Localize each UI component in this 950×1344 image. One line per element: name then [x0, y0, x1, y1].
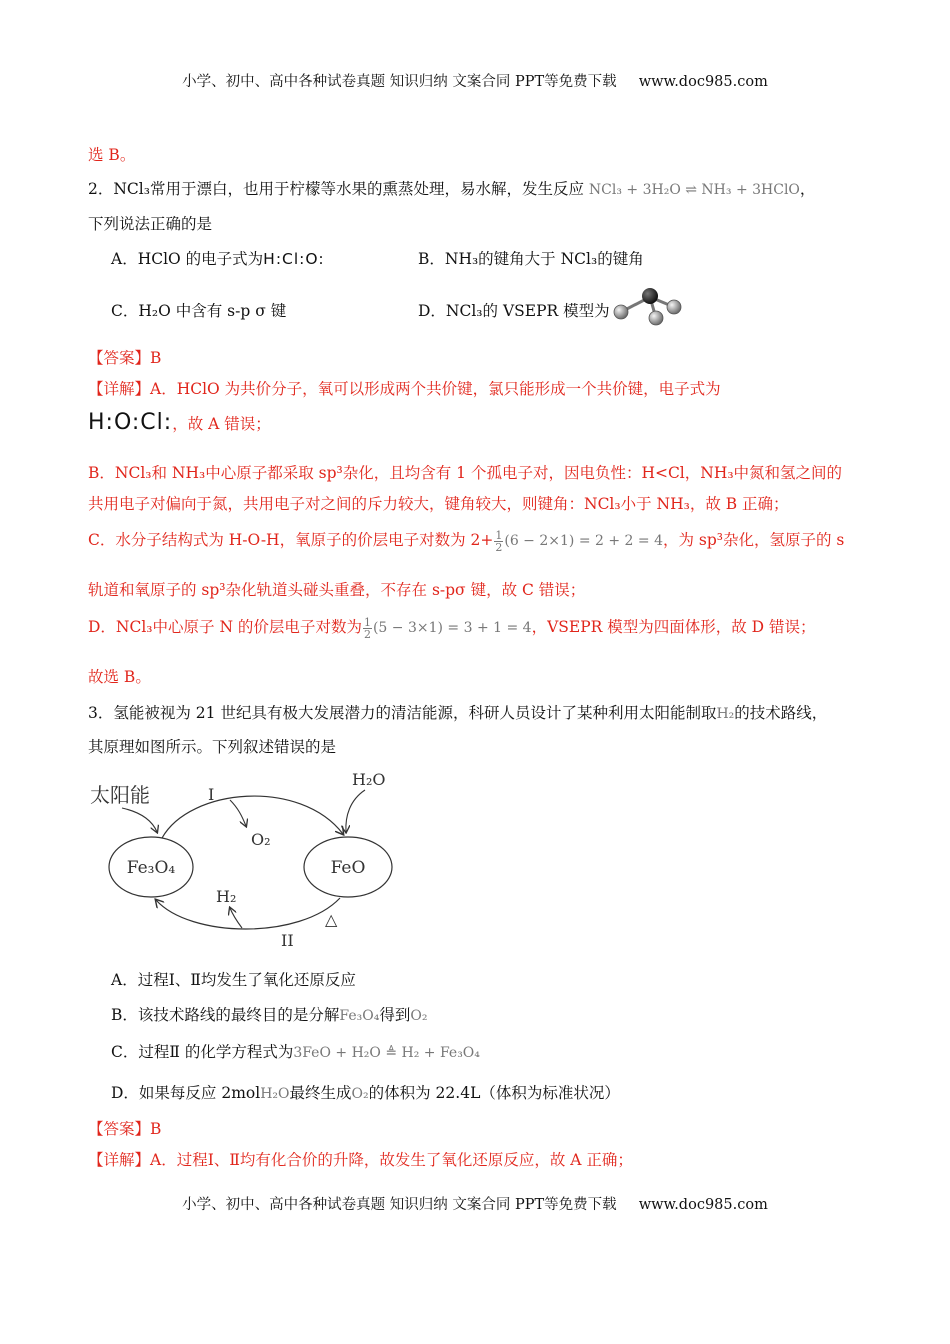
q2-detail-d	[88, 615, 816, 640]
q2-stem-line2: 下列说法正确的是	[88, 215, 213, 233]
q2-detail-a1-text: A．HClO 为共价分子，氧可以形成两个共价键，氯只能形成一个共价键，电子式为	[150, 380, 721, 398]
vsepr-model-image	[608, 285, 688, 327]
prev-conclusion: 选 B。	[88, 146, 136, 164]
q3-option-b-head: B．该技术路线的最终目的是分解	[111, 1006, 340, 1024]
q3-detail-a	[88, 1148, 633, 1170]
q3-detail-a-text: A．过程Ⅰ、Ⅱ均有化合价的升降，故发生了氧化还原反应，故 A 正确；	[150, 1151, 633, 1169]
header-url: www.doc985.com	[638, 74, 768, 90]
q2-stem-line1	[88, 177, 815, 199]
q3-option-b-mid: 得到	[379, 1006, 411, 1024]
q2-detail-c1-frac: $\frac{1}{2}$	[495, 528, 503, 554]
label-process-2: II	[281, 931, 294, 950]
q2-detail-b2: 共用电子对偏向于氮，共用电子对之间的斥力较大，键角较大，则键角：NCl₃小于 NH₃，故 B 正确；	[88, 495, 789, 513]
q2-option-d-text: D．NCl₃的 VSEPR 模型为	[418, 302, 610, 320]
q3-stem-line1	[88, 701, 827, 723]
q2-detail-d-frac: $\frac{1}{2}$	[363, 615, 371, 641]
q2-detail-a2-tail: ，故 A 错误；	[172, 415, 271, 433]
q2-detail-d-formula: (5 − 3×1) = 3 + 1 = 4	[372, 620, 532, 636]
q3-stem-line2: 其原理如图所示。下列叙述错误的是	[88, 738, 337, 756]
atom-cl-3	[667, 300, 681, 314]
atom-cl-2	[649, 311, 663, 325]
atom-cl-1	[614, 305, 628, 319]
footer-text: 小学、初中、高中各种试卷真题 知识归纳 文案合同 PPT等免费下载	[182, 1197, 617, 1213]
label-h2o: H₂O	[352, 770, 386, 789]
q3-option-c-head: C．过程Ⅱ 的化学方程式为	[111, 1043, 294, 1061]
q3-option-d-f2: O₂	[351, 1086, 369, 1102]
q3-cycle-diagram	[80, 760, 410, 955]
q3-option-a: A．过程Ⅰ、Ⅱ均发生了氧化还原反应	[111, 971, 356, 989]
q2-option-a-text: A．HClO 的电子式为	[111, 250, 264, 268]
q2-detail-c1	[88, 528, 844, 553]
q3-option-d	[111, 1081, 620, 1103]
arrow-h2o	[346, 790, 365, 832]
q2-detail-c2: 轨道和氧原子的 sp³杂化轨道头碰头重叠，不存在 s-pσ 键，故 C 错误；	[88, 581, 586, 599]
label-o2: O₂	[251, 830, 271, 849]
arrow-solar	[122, 808, 157, 832]
q2-detail-label: 【详解】	[88, 380, 151, 398]
arrow-process-2	[156, 898, 340, 929]
label-process-1: I	[208, 785, 215, 804]
q3-option-c-formula: 3FeO + H₂O ≜ H₂ + Fe₃O₄	[293, 1045, 480, 1061]
q2-detail-a2-formula: H:O:Cl:	[88, 410, 173, 435]
q2-detail-d-tail: ，VSEPR 模型为四面体形，故 D 错误；	[531, 618, 816, 636]
footer-url: www.doc985.com	[638, 1197, 768, 1213]
q2-option-c: C．H₂O 中含有 s-p σ 键	[111, 302, 287, 320]
arrow-h2	[230, 908, 242, 928]
q2-detail-d-head: D．NCl₃中心原子 N 的价层电子对数为	[88, 618, 362, 636]
arrow-o2	[230, 800, 246, 826]
q2-option-b: B．NH₃的键角大于 NCl₃的键角	[418, 250, 644, 268]
q2-equation: NCl₃ + 3H₂O ⇌ NH₃ + 3HClO	[588, 182, 800, 198]
q2-detail-c1-formula: (6 − 2×1) = 2 + 2 = 4	[504, 533, 663, 549]
q3-stem-h2: H₂	[716, 706, 735, 722]
page-header	[0, 70, 950, 91]
label-solar: 太阳能	[90, 783, 150, 807]
q3-option-d-tail: 的体积为 22.4L（体积为标准状况）	[368, 1084, 620, 1102]
q3-option-d-f1: H₂O	[260, 1086, 290, 1102]
q2-detail-a1	[88, 377, 721, 399]
q3-option-b	[111, 1003, 427, 1025]
label-h2: H₂	[216, 887, 237, 906]
header-text: 小学、初中、高中各种试卷真题 知识归纳 文案合同 PPT等免费下载	[182, 74, 617, 90]
q3-stem-head: 3．氢能被视为 21 世纪具有极大发展潜力的清洁能源，科研人员设计了某种利用太阳能制取	[88, 704, 717, 722]
q2-detail-a2	[88, 410, 271, 435]
q2-detail-c1-tail: ，为 sp³杂化，氢原子的 s	[662, 531, 845, 549]
q2-option-a	[111, 247, 325, 269]
q2-detail-b1: B．NCl₃和 NH₃中心原子都采取 sp³杂化，且均含有 1 个孤电子对，因电负性：H<Cl，NH₃中氮和氢之间的	[88, 464, 843, 482]
q3-answer: 【答案】B	[88, 1120, 162, 1138]
q3-option-b-f1: Fe₃O₄	[339, 1008, 380, 1024]
q2-stem-comma: ，	[799, 180, 816, 198]
q2-conclusion: 故选 B。	[88, 668, 151, 686]
node-fe3o4-label: Fe₃O₄	[126, 858, 176, 878]
q2-option-d	[418, 299, 610, 321]
atom-n-center	[642, 288, 658, 304]
label-heat: △	[325, 910, 338, 929]
page-footer	[0, 1193, 950, 1214]
q3-option-c	[111, 1040, 480, 1062]
q2-option-a-formula: H:Cl:O:	[263, 250, 325, 268]
q3-detail-label: 【详解】	[88, 1151, 151, 1169]
q3-stem-tail: 的技术路线，	[734, 704, 828, 722]
q2-stem-text: 2．NCl₃常用于漂白，也用于柠檬等水果的熏蒸处理，易水解，发生反应	[88, 180, 584, 198]
q3-option-b-f2: O₂	[410, 1008, 428, 1024]
node-feo-label: FeO	[330, 858, 366, 878]
q2-detail-c1-head: C．水分子结构式为 H-O-H，氧原子的价层电子对数为 2+	[88, 531, 494, 549]
q2-answer: 【答案】B	[88, 349, 162, 367]
q3-option-d-head: D．如果每反应 2mol	[111, 1084, 261, 1102]
q3-option-d-mid: 最终生成	[289, 1084, 352, 1102]
